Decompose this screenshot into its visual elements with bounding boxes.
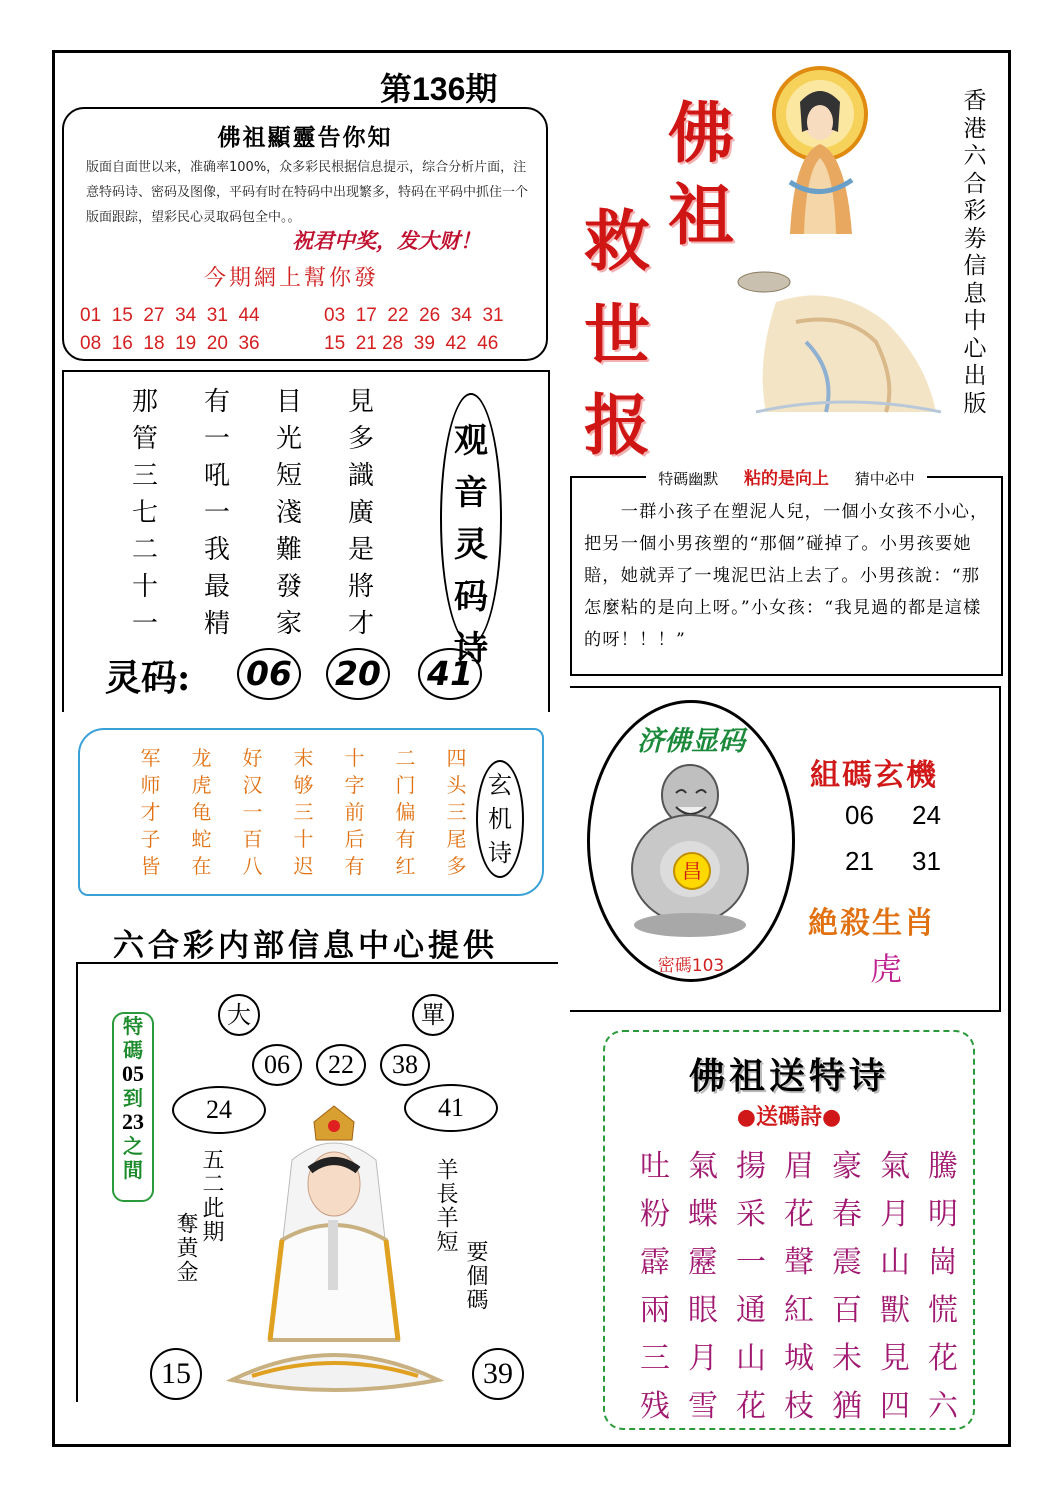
issue-number: 第136期 <box>380 71 498 107</box>
send-poem-char: 靂 <box>688 1245 718 1280</box>
mystery-char: 偏 <box>395 800 416 824</box>
poem-char: 才 <box>347 609 374 639</box>
notice-title: 佛祖顯靈告你知 <box>217 124 393 151</box>
send-poem-char: 騰 <box>928 1149 958 1184</box>
send-poem-char: 百 <box>832 1293 862 1328</box>
poem-title-char: 观 <box>454 421 488 461</box>
number-ball: 15 <box>150 1348 202 1400</box>
poem-char: 目 <box>275 387 302 417</box>
joke-head-right: 猜中必中 <box>849 470 921 488</box>
mystery-char: 二 <box>395 746 416 770</box>
mystery-char: 有 <box>344 854 365 878</box>
mystery-char: 龙 <box>191 746 212 770</box>
mystery-char: 百 <box>242 827 263 851</box>
mystery-char: 龟 <box>191 800 212 824</box>
odd-label: 單 <box>412 994 454 1036</box>
mystery-char: 多 <box>446 854 467 878</box>
send-poem-char: 豪 <box>832 1149 862 1184</box>
publisher-label: 香港六合彩劵信息中心出版 <box>963 88 987 417</box>
mystery-char: 尾 <box>446 827 467 851</box>
poem-title <box>442 415 500 675</box>
poem-char: 發 <box>275 572 302 602</box>
send-poem-char: 崗 <box>928 1245 958 1280</box>
buddha-badge: 昌 <box>682 859 702 883</box>
poem-char: 是 <box>347 535 374 565</box>
combo-number: 24 <box>912 800 941 830</box>
send-poem-char: 明 <box>928 1197 958 1232</box>
send-poem-char: 花 <box>928 1341 958 1376</box>
today-heading: 今期網上幫你發 <box>204 266 380 291</box>
mystery-char: 字 <box>344 773 365 797</box>
send-poem-char: 見 <box>880 1341 910 1376</box>
number-ball: 38 <box>380 1044 430 1086</box>
mystery-char: 一 <box>242 800 263 824</box>
send-poem-char: 四 <box>880 1389 910 1424</box>
poem-char: 難 <box>275 535 302 565</box>
send-poem-char: 紅 <box>784 1293 814 1328</box>
send-poem-char: 獸 <box>880 1293 910 1328</box>
poem-char: 見 <box>347 387 374 417</box>
mystery-char: 八 <box>242 854 263 878</box>
number-ball: 06 <box>252 1044 302 1086</box>
joke-head-mid: 粘的是向上 <box>744 469 829 489</box>
special-number-range <box>112 1012 154 1202</box>
mystery-char: 三 <box>446 800 467 824</box>
mystery-char: 在 <box>191 854 212 878</box>
poem-char: 一 <box>203 498 230 528</box>
combo-number: 31 <box>912 846 941 876</box>
poem-char: 七 <box>131 498 158 528</box>
bodhisattva-image-bottom <box>736 262 948 424</box>
mystery-label-char: 玄 <box>488 771 512 799</box>
number-ball: 39 <box>472 1348 524 1400</box>
send-poem-char: 震 <box>832 1245 862 1280</box>
mystery-char: 末 <box>293 746 314 770</box>
send-poem-char: 月 <box>880 1197 910 1232</box>
send-poem-char: 氣 <box>880 1149 910 1184</box>
mystery-char: 有 <box>395 827 416 851</box>
mystery-poem-label <box>476 760 524 878</box>
joke-text: 一群小孩子在塑泥人兒，一個小女孩不小心，把另一個小男孩塑的“那個”碰掉了。小男孩要她賠，她就弄了一塊泥巴沾上去了。小男孩說：“那怎麼粘的是向上呀。”小女孩：“我見過的都是這樣的呀！！！” <box>584 502 989 650</box>
mystery-label-char: 诗 <box>488 839 512 867</box>
tema-text: 到 <box>123 1086 143 1110</box>
title-char-2: 祖 <box>668 176 734 254</box>
poem-char: 三 <box>131 461 158 491</box>
mystery-char: 军 <box>140 746 161 770</box>
mystery-char: 前 <box>344 800 365 824</box>
send-poem-char: 雪 <box>688 1389 718 1424</box>
send-poem-char: 采 <box>736 1197 766 1232</box>
send-poem-char: 月 <box>688 1341 718 1376</box>
combo-number: 06 <box>845 800 874 830</box>
poem-char: 管 <box>131 424 158 454</box>
mystery-char: 子 <box>140 827 161 851</box>
tema-text: 之 <box>123 1134 143 1158</box>
mystery-poem-box <box>78 728 544 896</box>
poem-char: 短 <box>275 461 302 491</box>
send-poem-char: 慌 <box>928 1293 958 1328</box>
mystery-char: 红 <box>395 854 416 878</box>
tema-number: 23 <box>122 1109 144 1134</box>
buddha-title: 济佛显码 <box>637 726 745 757</box>
combo-title: 組碼玄機 <box>810 758 938 793</box>
poem-char: 一 <box>131 609 158 639</box>
send-poem-char: 揚 <box>736 1149 766 1184</box>
send-poem-char: 三 <box>640 1341 670 1376</box>
send-poem-grid <box>631 1150 967 1424</box>
send-poem-char: 聲 <box>784 1245 814 1280</box>
mystery-char: 头 <box>446 773 467 797</box>
poem-char: 最 <box>203 572 230 602</box>
poem-char: 那 <box>131 387 158 417</box>
mystery-char: 十 <box>344 746 365 770</box>
poem-char: 精 <box>203 609 230 639</box>
mystery-grid <box>125 746 482 879</box>
big-label: 大 <box>218 994 260 1036</box>
tema-text: 碼 <box>123 1038 143 1062</box>
guanyin-image <box>222 1100 448 1400</box>
send-poem-subtitle: ●送碼詩● <box>736 1105 842 1130</box>
mystery-char: 四 <box>446 746 467 770</box>
poem-char: 將 <box>347 572 374 602</box>
poem-char: 多 <box>347 424 374 454</box>
poem-title-oval <box>440 393 502 669</box>
poem-title-char: 灵 <box>454 525 488 565</box>
mystery-char: 十 <box>293 827 314 851</box>
numbers-row2-right: 15 21 28 39 42 46 <box>324 333 499 354</box>
tema-text: 間 <box>123 1158 143 1182</box>
poem-char: 二 <box>131 535 158 565</box>
mystery-char: 够 <box>293 773 314 797</box>
buddha-oval <box>587 700 795 982</box>
mystery-char: 虎 <box>191 773 212 797</box>
mystery-char: 皆 <box>140 854 161 878</box>
laughing-buddha-image <box>628 759 754 939</box>
poem-char: 有 <box>203 387 230 417</box>
send-poem-char: 花 <box>784 1197 814 1232</box>
send-poem-char: 眼 <box>688 1293 718 1328</box>
mystery-char: 好 <box>242 746 263 770</box>
poem-char: 光 <box>275 424 302 454</box>
left-verse-2: 奪黄金 <box>173 1212 198 1284</box>
mystery-char: 迟 <box>293 854 314 878</box>
mystery-char: 门 <box>395 773 416 797</box>
title-char-4: 世 <box>584 296 650 374</box>
send-poem-char: 眉 <box>784 1149 814 1184</box>
numbers-row1-right: 03 17 22 26 34 31 <box>324 305 504 326</box>
send-poem-char: 花 <box>736 1389 766 1424</box>
send-poem-char: 猶 <box>832 1389 862 1424</box>
poem-char: 淺 <box>275 498 302 528</box>
poem-char: 家 <box>275 609 302 639</box>
send-poem-char: 霹 <box>640 1245 670 1280</box>
poem-char: 吼 <box>203 461 230 491</box>
send-poem-char: 残 <box>640 1389 670 1424</box>
poem-char: 一 <box>203 424 230 454</box>
send-poem-char: 春 <box>832 1197 862 1232</box>
send-poem-char: 兩 <box>640 1293 670 1328</box>
kill-zodiac-animal: 虎 <box>870 950 903 988</box>
mystery-char: 才 <box>140 800 161 824</box>
bodhisattva-image-top <box>760 62 878 234</box>
mystery-char: 师 <box>140 773 161 797</box>
send-poem-char: 山 <box>736 1341 766 1376</box>
joke-header <box>572 464 1001 489</box>
send-poem-char: 通 <box>736 1293 766 1328</box>
poem-char: 我 <box>203 535 230 565</box>
send-poem-char: 六 <box>928 1389 958 1424</box>
send-poem-char: 山 <box>880 1245 910 1280</box>
poem-char: 識 <box>347 461 374 491</box>
mystery-label-char: 机 <box>488 805 512 833</box>
notice-text: 版面自面世以来，准确率100%，众多彩民根据信息提示，综合分析片面，注意特码诗、密码及图像，平码有时在特码中出现繁多，特码在平码中抓住一个版面跟踪，望彩民心灵取码包全中。。 <box>86 160 529 225</box>
send-poem-char: 未 <box>832 1341 862 1376</box>
mystery-char: 汉 <box>242 773 263 797</box>
number-ball: 41 <box>404 1084 498 1132</box>
joke-head-left: 特碼幽默 <box>652 470 724 488</box>
left-verse-1: 五二此期 <box>199 1148 224 1244</box>
tema-text: 特 <box>123 1014 143 1038</box>
joke-box <box>570 469 1003 676</box>
send-poem-title: 佛祖送特诗 <box>688 1055 889 1097</box>
mystery-char: 后 <box>344 827 365 851</box>
title-char-5: 报 <box>584 386 650 464</box>
number-ball: 22 <box>316 1044 366 1086</box>
mystery-char: 蛇 <box>191 827 212 851</box>
lingma-number: 06 <box>237 648 301 700</box>
send-poem-char: 粉 <box>640 1197 670 1232</box>
lingma-label: 灵码: <box>105 657 191 699</box>
lingma-number: 41 <box>418 648 482 700</box>
send-poem-char: 城 <box>784 1341 814 1376</box>
kill-zodiac-title: 絶殺生肖 <box>808 906 936 941</box>
poem-title-char: 诗 <box>454 629 488 669</box>
send-poem-char: 枝 <box>784 1389 814 1424</box>
right-verse-1: 羊長羊短 <box>433 1158 458 1254</box>
send-poem-char: 氣 <box>688 1149 718 1184</box>
numbers-row2-left: 08 16 18 19 20 36 <box>80 333 260 354</box>
mystery-char: 三 <box>293 800 314 824</box>
poem-title-char: 音 <box>454 473 488 513</box>
combo-number: 21 <box>845 846 874 876</box>
poem-title-char: 码 <box>454 577 488 617</box>
title-char-3: 救 <box>584 202 650 280</box>
lingma-number: 20 <box>326 648 390 700</box>
secret-code: 密碼103 <box>657 956 725 976</box>
wish-text: 祝君中奖，发大财！ <box>292 229 481 253</box>
notice-box <box>62 107 548 361</box>
send-poem-box <box>603 1030 975 1430</box>
numbers-row1-left: 01 15 27 34 31 44 <box>80 305 260 326</box>
send-poem-char: 蝶 <box>688 1197 718 1232</box>
number-ball: 24 <box>172 1086 266 1134</box>
send-poem-char: 吐 <box>640 1149 670 1184</box>
poem-char: 十 <box>131 572 158 602</box>
send-poem-char: 一 <box>736 1245 766 1280</box>
poem-char: 廣 <box>347 498 374 528</box>
provider-line: 六合彩内部信息中心提供 <box>113 928 498 964</box>
title-char-1: 佛 <box>668 94 734 172</box>
poem-grid <box>109 386 397 640</box>
tema-number: 05 <box>122 1061 144 1086</box>
right-verse-2: 要個碼 <box>463 1240 488 1312</box>
